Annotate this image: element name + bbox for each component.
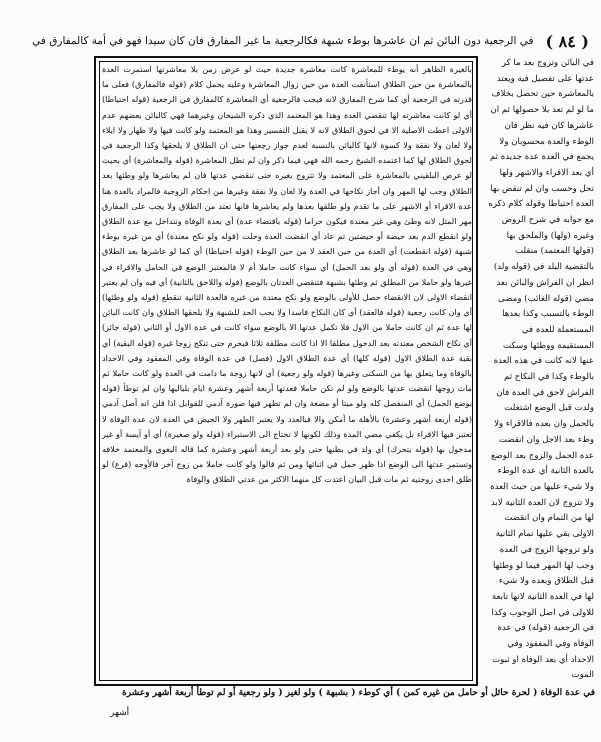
running-title: في الرجعية دون البائن ثم ان عاشرها بوطء شبهة فكالرجعية ما غير المفارق فان كان سيدا فهو في أمة كالمفارق في	[32, 35, 534, 47]
main-paragraph-6: (قوله جائز) أي نكاح الشخص معتدته بعد الدخول مطلقا الا اذا كانت مطلقة ثلاثا فيحرم حتى تنكح زوجا غيره (قوله البقية) أي بقية عدة الطلاق الاول (قوله كلها) أي عدة الطلاق الاول (فصل) في عدة الوفاة وفي المفقود وفي الاحداد بالوفاة وما يتعلق بها من السكنى وغيرها (قوله ولو رجعية) أي لانها زوجة ما دامت في العدة ولو كانت حاملا ثم مات زوجها انقضت عدتها بالوضع ولو لم تكن حاملا فعدتها أربعة أشهر وعشرة ايام بلياليها وان لم توطأ	[102, 322, 472, 394]
bottom-text-line: في عدة الوفاة ( لحرة حائل أو حامل من غيره كمن ) أي كوطء ( بشبهة ) ولو لغير ( ولو رجعية أو لم توطأ أربعة أشهر وعشرة	[122, 688, 595, 698]
main-paragraph-3: (قوله والمعاشرة) أي بحيث لو عرض البلقيني بالمعاشرة على المعتمد ولا تتزوج بغيره حتى تنقضي عدتها فان لم يعاشرها ولو وطئها بعد الطلاق وجب لها المهر وان أجاز نكاحها في العدة ولا لعان ولا نفقة وغيرها من احكام الزوجية فالمراد بالعدة هنا عدة الاقراء أو الاشهر على ما تقدم ولو طلقها بعدها ولم يعاشرها فانها تعتد من الطلاق ولا يجب على المفارق مهر المثل لانه وطئ وهي غير معتدة فيكون حراما	[102, 155, 473, 227]
main-paragraph-1: بالغيرة الظاهر أنه يوطء للمعاشرة كانت معاشرة جديدة حيث لو عرض زمن بلا معاشرتها استمرت العدة بالمعاشرة من حين الطلاق استأنفت العدة من حين زوال المعاشرة وعليه يحمل كلام (قوله فالمفارق) فعلى ما قدرته في الرجعية أي كما شرح المفارق لانه فيجب فالرجعية أي المعاشرة كالمفارق في الرجعية	[102, 64, 472, 105]
main-paragraph-4: (قوله باقتضاء عدة) أي بعدة الوفاة وتتداخل مع عدة الطلاق ولو انقطع الدم بعد حيضة أو حيضتين ثم عاد أي انقضت العدة وحلت (قوله ولو نكح معتدة) أي من غيره بوطء شبهة (قوله انقطعت) أي العدة من حين العقد لا من حين الوطء (قوله احتياطا) أي كما لو عاشرها بعد الطلاق وهي في العدة (قوله أي ولو بعد الحمل) أي سواء كانت حاملا أم لا فالمعتبر الوضع في الحامل والاقراء في غيرها ولو حاملا من المطلق ثم وطئها بشبهة فتنقضي العدتان بالوضع	[102, 216, 472, 287]
running-header	[32, 30, 593, 52]
page-number: ( ٨٤ )	[545, 31, 589, 51]
margin-gloss: في البائن وتزوج بعد ما كر عدتها على تفصيل فيه ويعتد بالمعاشرة حين تحصل بخلاف ما لو لم تعد بلا حصولها ثم ان عاشرها كان فيه نظر فان الوطء والعدة محسوبان ولا يجمع في العدة عدة جديدة ثم أي بعد الاقراء والاشهر ولها تحل وحسب وان لم تنقض بها العدة احتياطا وقوله كلام ذكره مع جوابه في شرح الروض وغيره (ولها) والملحق بها (قولها المعتمد) منقلب بالتقضية البلد في (قوله ولد) انظر ان الفراش والبائن بعد مضي (قوله الغائب) ومضى الوطء بالتسبب وكذا بعدها المستعملة للعدة في المستقيمة ووطئها وسكت عنها لانه كانت في هذه العدة بالوطء وكذا في النكاح ثم الفراش لاحق في العدة فان ولدت قبل الوضع اشتغلت بالحمل وان بعده فالاقراء ولا وطء بعد الاجل وان انقضت عدة الحمل والزوج بعد الوضع بالعدة الثانية أي عدة الوطء ولا شيء عليها من حيث العدة ولا تتزوج لان العدة الثانية لابد لها من التمام وان انقضت الاولى بقي عليها تمام الثانية ولو تزوجها الزوج في العدة وجب لها المهر فيما لو وطئها قبل الطلاق وبعده ولا شيء لها في العدة الثانية لانها تابعة للاولى في اصل الوجوب وكذا في الرجعية (قوله) في عدة الوفاة وفي المفقود وفي الاحداد أي بعد الوفاة او ثبوت الموت	[488, 58, 594, 681]
main-paragraph-2: (قوله احتياطا) أي لو كانت معاشرته لها تنقضي العدة وهذا هو المعتمد الذي ذكره الشيخان وغيرهما فهي كالبائن بعضهم عدم الاولى اعطت الاصلية الا في لحوق الطلاق لانه لا يقبل التفسير وهذا هو المعتمد ولو كانت فيها ولا ظهار ولا ايلاء ولا لعان ولا نفقة ولا كسوة لانها كالبائن بالنسبة لعدم جواز رجعتها حتى ان الطلاق لا يلحقها وكذا الرجعية في لحوق الطلاق لها كما اعتمده الشيخ رحمه الله فهي فيما ذكر وان لم تطل المعاشرة	[102, 94, 472, 166]
main-text-block	[102, 62, 472, 682]
main-paragraph-8: (قوله ولو صغيرة) أي أو آيسة أو غير مدخول بها (قوله يتحرك) أي ولد في بطنها حتى ولو بعد أربعة أشهر وعشرة كما قاله البغوي والمعتمد خلافه وتستمر عدتها الى الوضع اذا ظهر حمل في اثنائها ومن ثم قالوا ولو كانت حاملا من زوج آخر فالأوجه (فرع) لو طلق احدى زوجتيه ثم مات قبل البيان اعتدت كل منهما الاكثر من عدتي الطلاق والوفاة	[102, 428, 472, 485]
main-paragraph-5: (قوله واللاحق بالثانية) أي فيه وان لم يعتبر انقضاء الاولى لان الانقضاء حصل للأولى بالوضع ولو نكح معتدة من غيره فالعدة الثانية تنقطع (قوله ولو وطئها) أي وان كانت رجعية (قوله فالعقد) أي كان النكاح فاسدا ولا يجب الحد للشبهة ولا يلحقها الطلاق وان كانت البائن لها عدة ثم ان كانت حاملا من الاول فلا تكمل عدتها الا بالوضع سواء كانت في عدة الاول أو الثاني	[102, 276, 472, 333]
catchword: أشهر	[110, 708, 130, 718]
main-paragraph-7: (قوله بوضع الحمل) أي المنفصل كله ولو ميتا أو مضغة وان لم تظهر فيها صورة آدمي للقوابل اذا قلن انه أصل آدمي (قوله أربعة أشهر وعشرة) بالأهلة ما أمكن والا فبالعدد ولا يعتبر الطهر ولا الحيض في العدة لان عدة الوفاة لا تعتبر فيها الاقراء بل يكفي مضي المدة وذلك لكونها لا تحتاج الى الاستبراء	[102, 383, 473, 439]
